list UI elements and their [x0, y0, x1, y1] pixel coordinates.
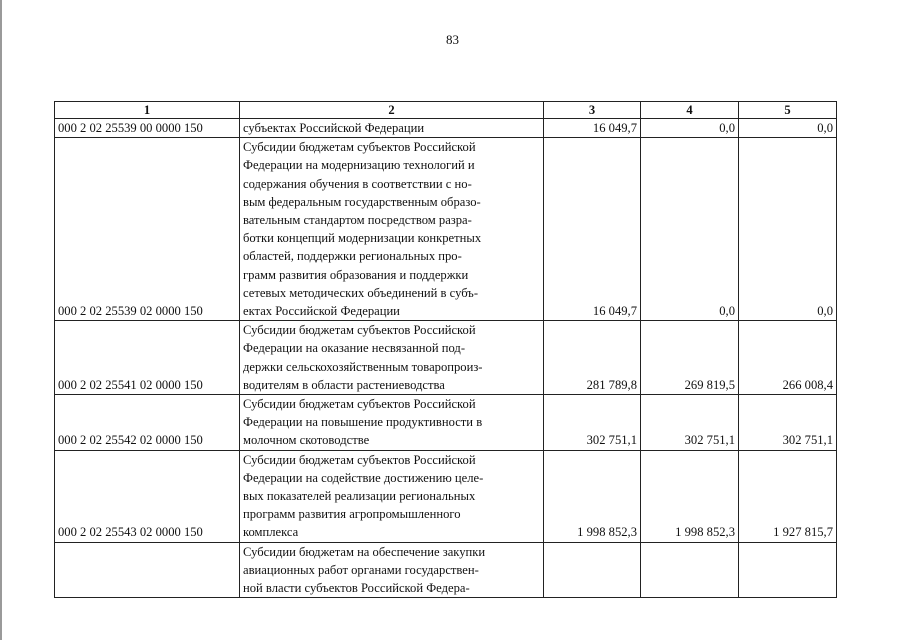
budget-code-cell	[55, 542, 240, 598]
description-cell	[240, 138, 544, 321]
budget-code-cell: 000 2 02 25539 02 0000 150	[55, 138, 240, 321]
amount-col-5-cell: 1 927 815,7	[739, 450, 837, 542]
description-cell	[240, 395, 544, 451]
budget-code-cell: 000 2 02 25541 02 0000 150	[55, 321, 240, 395]
header-col-1: 1	[55, 102, 240, 119]
description-line: грамм развития образования и поддержки	[243, 267, 469, 282]
budget-table	[54, 101, 837, 598]
table-body	[55, 119, 837, 598]
page-number: 83	[446, 32, 459, 47]
description-line: Субсидии бюджетам субъектов Российской	[243, 140, 476, 155]
description-line: Субсидии бюджетам субъектов Российской	[243, 452, 476, 467]
description-cell	[240, 450, 544, 542]
description-line: молочном скотоводстве	[243, 433, 370, 448]
amount-col-3-cell	[544, 542, 641, 598]
amount-col-4-cell: 269 819,5	[641, 321, 739, 395]
description-line: держки сельскохозяйственным товаропроиз-	[243, 359, 483, 374]
amount-col-3-cell: 16 049,7	[544, 138, 641, 321]
amount-col-4-cell: 0,0	[641, 119, 739, 138]
description-line: авиационных работ органами государствен-	[243, 562, 479, 577]
description-line: ботки концепций модернизации конкретных	[243, 231, 482, 246]
amount-col-5-cell	[739, 542, 837, 598]
description-line: комплекса	[243, 525, 299, 540]
amount-col-3-cell: 1 998 852,3	[544, 450, 641, 542]
budget-code-cell: 000 2 02 25542 02 0000 150	[55, 395, 240, 451]
description-line: вым федеральным государственным образо-	[243, 194, 481, 209]
amount-col-4-cell: 302 751,1	[641, 395, 739, 451]
scan-edge	[0, 0, 2, 640]
description-line: Федерации на повышение продуктивности в	[243, 415, 483, 430]
table-row	[55, 542, 837, 598]
header-col-4: 4	[641, 102, 739, 119]
description-line: содержания обучения в соответствии с но-	[243, 176, 472, 191]
description-cell	[240, 542, 544, 598]
table-row	[55, 119, 837, 138]
table-row	[55, 395, 837, 451]
amount-col-5-cell: 266 008,4	[739, 321, 837, 395]
description-line: Субсидии бюджетам на обеспечение закупки	[243, 544, 486, 559]
description-line: Федерации на содействие достижению целе-	[243, 470, 484, 485]
table-row	[55, 321, 837, 395]
header-row	[55, 102, 837, 119]
amount-col-4-cell	[641, 542, 739, 598]
description-line: Субсидии бюджетам субъектов Российской	[243, 323, 476, 338]
description-line: субъектах Российской Федерации	[243, 121, 425, 135]
description-line: вательным стандартом посредством разра-	[243, 213, 472, 228]
description-line: программ развития агропромышленного	[243, 507, 461, 522]
description-cell	[240, 321, 544, 395]
description-line: водителям в области растениеводства	[243, 377, 445, 392]
description-line: Федерации на оказание несвязанной под-	[243, 341, 466, 356]
budget-code-cell: 000 2 02 25539 00 0000 150	[55, 119, 240, 138]
description-line: Субсидии бюджетам субъектов Российской	[243, 397, 476, 412]
description-line: сетевых методических объединений в субъ-	[243, 285, 479, 300]
description-line: ной власти субъектов Российской Федера-	[243, 581, 470, 596]
header-col-2: 2	[240, 102, 544, 119]
description-line: ектах Российской Федерации	[243, 304, 400, 319]
table-row	[55, 138, 837, 321]
budget-code-cell: 000 2 02 25543 02 0000 150	[55, 450, 240, 542]
header-col-3: 3	[544, 102, 641, 119]
header-col-5: 5	[739, 102, 837, 119]
amount-col-4-cell: 1 998 852,3	[641, 450, 739, 542]
description-line: Федерации на модернизацию технологий и	[243, 158, 475, 173]
amount-col-3-cell: 281 789,8	[544, 321, 641, 395]
amount-col-5-cell: 302 751,1	[739, 395, 837, 451]
amount-col-3-cell: 16 049,7	[544, 119, 641, 138]
amount-col-5-cell: 0,0	[739, 138, 837, 321]
description-cell	[240, 119, 544, 138]
amount-col-3-cell: 302 751,1	[544, 395, 641, 451]
amount-col-5-cell: 0,0	[739, 119, 837, 138]
description-line: вых показателей реализации региональных	[243, 489, 476, 504]
amount-col-4-cell: 0,0	[641, 138, 739, 321]
description-line: областей, поддержки региональных про-	[243, 249, 462, 264]
table-row	[55, 450, 837, 542]
